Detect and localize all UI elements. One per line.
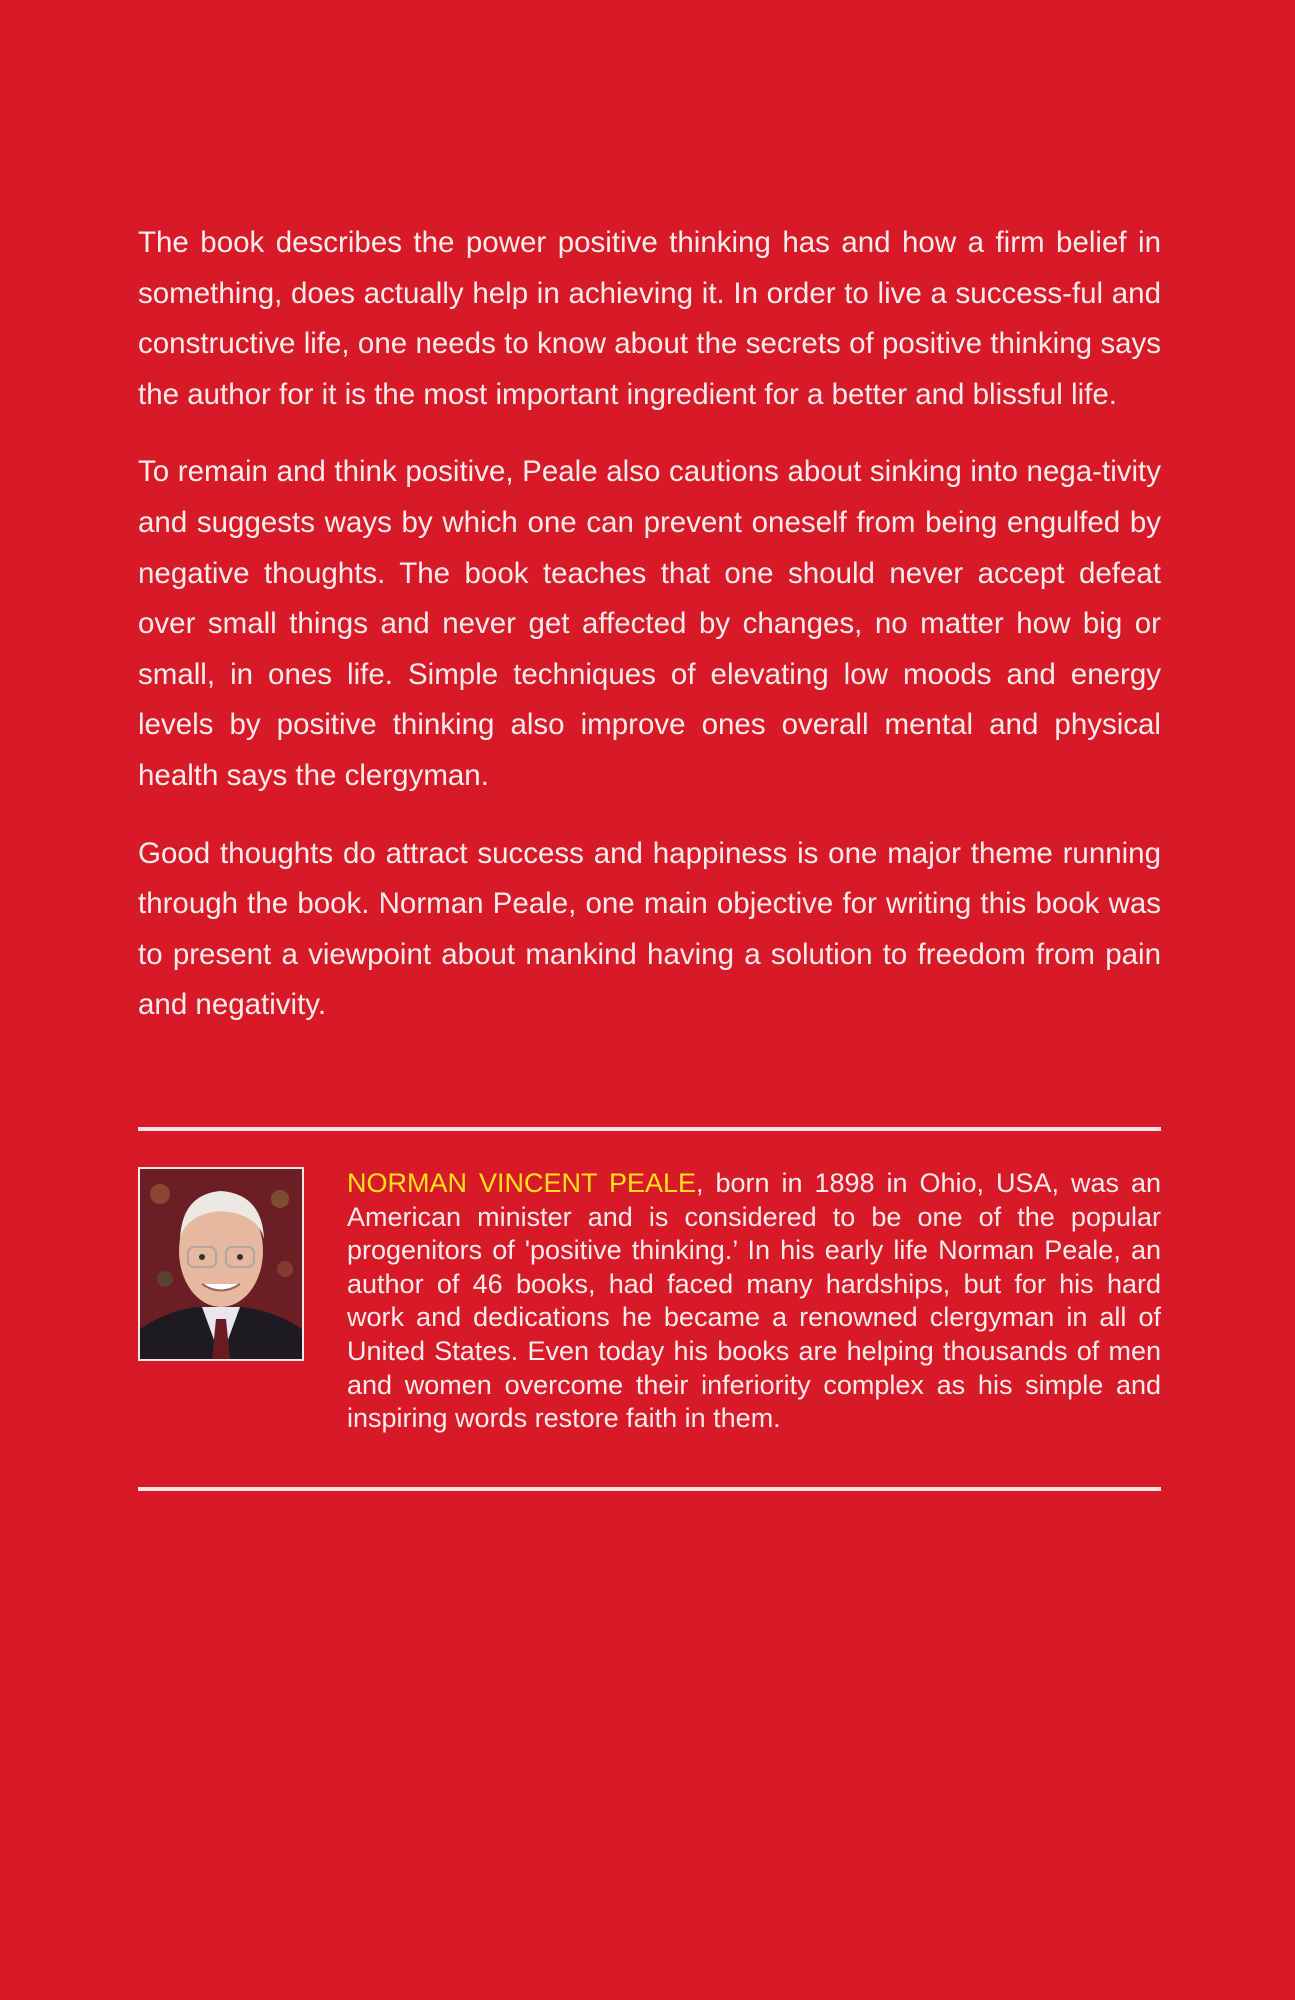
description-paragraph-2: To remain and think positive, Peale also cautions about sinking into nega-tivity and suggests ways by which one can prevent oneself from being engulfed by negative thoughts. The book teaches that one should never accept defeat over small things and never get affected by changes, no matter how big or small, in ones life. Simple techniques of elevating low moods and energy levels by positive thinking also improve ones overall mental and physical health says the clergyman.	[138, 455, 1161, 792]
book-description	[138, 218, 1161, 1058]
divider-bottom	[138, 1487, 1161, 1491]
author-photo	[138, 1167, 304, 1361]
author-bio: , born in 1898 in Ohio, USA, was an American minister and is considered to be one of the popular progenitors of 'positive thinking.’ In his early life Norman Peale, an author of 46 books, had faced many hardships, but for his hard work and dedications he became a renowned clergyman in all of United States. Even today his books are helping thousands of men and women overcome their inferiority complex as his simple and inspiring words restore faith in them.	[347, 1168, 1161, 1434]
description-paragraph-1: The book describes the power positive thinking has and how a firm belief in something, does actually help in achieving it. In order to live a success-ful and constructive life, one needs to know about the secrets of positive thinking says the author for it is the most important ingredient for a better and blissful life.	[138, 226, 1161, 411]
author-name: NORMAN VINCENT PEALE	[347, 1168, 697, 1198]
description-paragraph-3: Good thoughts do attract success and happiness is one major theme running through the book. Norman Peale, one main objective for writing this book was to present a viewpoint about mankind having a solution to freedom from pain and negativity.	[138, 836, 1161, 1022]
author-bio-text	[347, 1167, 1161, 1436]
divider-top	[138, 1127, 1161, 1131]
author-portrait-icon	[140, 1169, 302, 1359]
